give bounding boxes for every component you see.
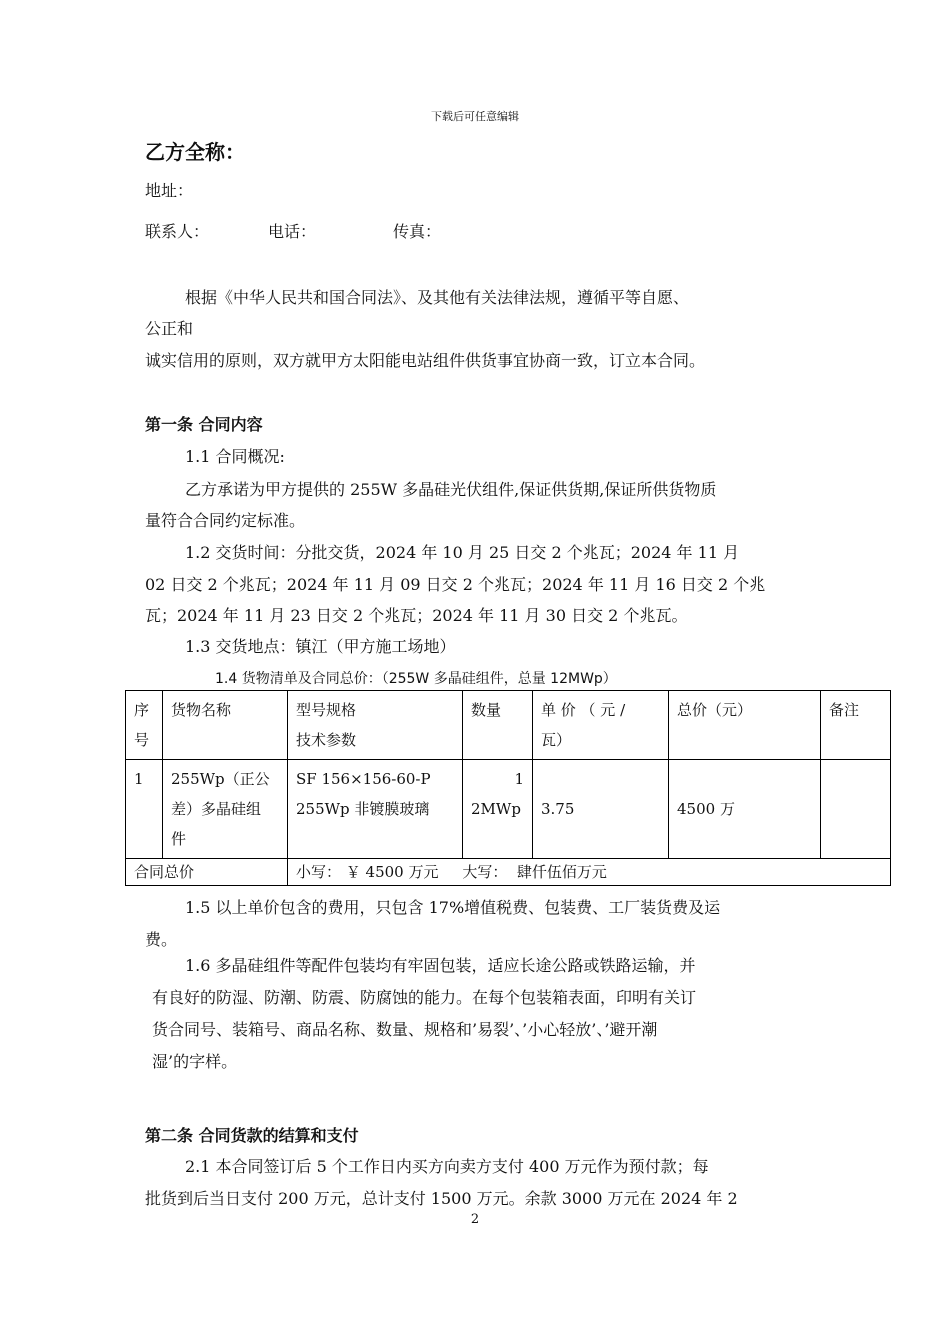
intro-line-3: 诚实信用的原则，双方就甲方太阳能电站组件供货事宜协商一致，订立本合同。: [145, 351, 706, 370]
section-2-1-line-b: 批货到后当日支付 200 万元，总计支付 1500 万元。余款 3000 万元在 2024 年 2: [145, 1189, 738, 1208]
party-b-title: 乙方全称：: [145, 140, 245, 164]
header-spec: 型号规格 技术参数: [288, 691, 463, 760]
intro-line-1: 根据《中华人民共和国合同法》、及其他有关法律法规，遵循平等自愿、: [185, 288, 690, 307]
section-1-5-line-a: 1.5 以上单价包含的费用，只包含 17%增值税费、包装费、工厂装货费及运: [185, 898, 721, 917]
page-number: 2: [470, 1212, 480, 1227]
footer-label: 合同总价: [126, 859, 288, 886]
section-1-1-text-b: 量符合合同约定标准。: [145, 511, 306, 530]
cell-remark: [821, 760, 891, 859]
goods-table: [125, 690, 891, 886]
section-1-4: 1.4 货物清单及合同总价：（255W 多晶硅组件，总量 12MWp）: [215, 671, 617, 687]
contact-label: 联系人：: [145, 222, 210, 241]
article-2-title: 第二条 合同货款的结算和支付: [145, 1126, 359, 1145]
phone-label: 电话：: [268, 222, 317, 241]
header-price: 单 价 （ 元 / 瓦）: [533, 691, 669, 760]
header-remark: 备注: [821, 691, 891, 760]
header-total: 总价（元）: [669, 691, 821, 760]
section-1-2-line-c: 瓦；2024 年 11 月 23 日交 2 个兆瓦；2024 年 11 月 30 日交 2 个兆瓦。: [145, 606, 688, 625]
table-header-row: [126, 691, 891, 760]
cell-spec: SF 156×156-60-P 255Wp 非镀膜玻璃: [288, 760, 463, 859]
cell-price: 3.75: [533, 760, 669, 859]
section-1-1-heading: 1.1 合同概况:: [185, 447, 285, 466]
page-header: 下载后可任意编辑: [431, 110, 519, 123]
header-qty: 数量: [463, 691, 533, 760]
table-row: [126, 760, 891, 859]
cell-no: 1: [126, 760, 163, 859]
section-1-6-line-a: 1.6 多晶硅组件等配件包装均有牢固包装，适应长途公路或铁路运输，并: [185, 956, 696, 975]
section-2-1-line-a: 2.1 本合同签订后 5 个工作日内买方向卖方支付 400 万元作为预付款；每: [185, 1157, 709, 1176]
section-1-6-line-b: 有良好的防湿、防潮、防震、防腐蚀的能力。在每个包装箱表面，印明有关订: [152, 988, 697, 1007]
footer-value: 小写： ￥ 4500 万元 大写： 肆仟伍佰万元: [288, 859, 891, 886]
section-1-5-line-b: 费。: [145, 930, 178, 949]
section-1-1-text-a: 乙方承诺为甲方提供的 255W 多晶硅光伏组件,保证供货期,保证所供货物质: [185, 480, 717, 499]
address-label: 地址：: [145, 181, 194, 200]
cell-name: 255Wp（正公 差）多晶硅组 件: [163, 760, 288, 859]
section-1-3: 1.3 交货地点：镇江（甲方施工场地）: [185, 637, 456, 656]
fax-label: 传真：: [393, 222, 442, 241]
cell-qty: 1 2MWp: [463, 760, 533, 859]
header-name: 货物名称: [163, 691, 288, 760]
header-no: 序 号: [126, 691, 163, 760]
table-footer-row: [126, 859, 891, 886]
intro-line-2: 公正和: [145, 319, 194, 338]
section-1-6-line-c: 货合同号、装箱号、商品名称、数量、规格和’易裂’、’小心轻放’、’避开潮: [152, 1020, 658, 1039]
section-1-6-line-d: 湿’的字样。: [152, 1052, 238, 1071]
section-1-2-line-a: 1.2 交货时间：分批交货，2024 年 10 月 25 日交 2 个兆瓦；2024 年 11 月: [185, 543, 740, 562]
cell-total: 4500 万: [669, 760, 821, 859]
article-1-title: 第一条 合同内容: [145, 415, 263, 434]
section-1-2-line-b: 02 日交 2 个兆瓦；2024 年 11 月 09 日交 2 个兆瓦；2024 年 11 月 16 日交 2 个兆: [145, 575, 766, 594]
